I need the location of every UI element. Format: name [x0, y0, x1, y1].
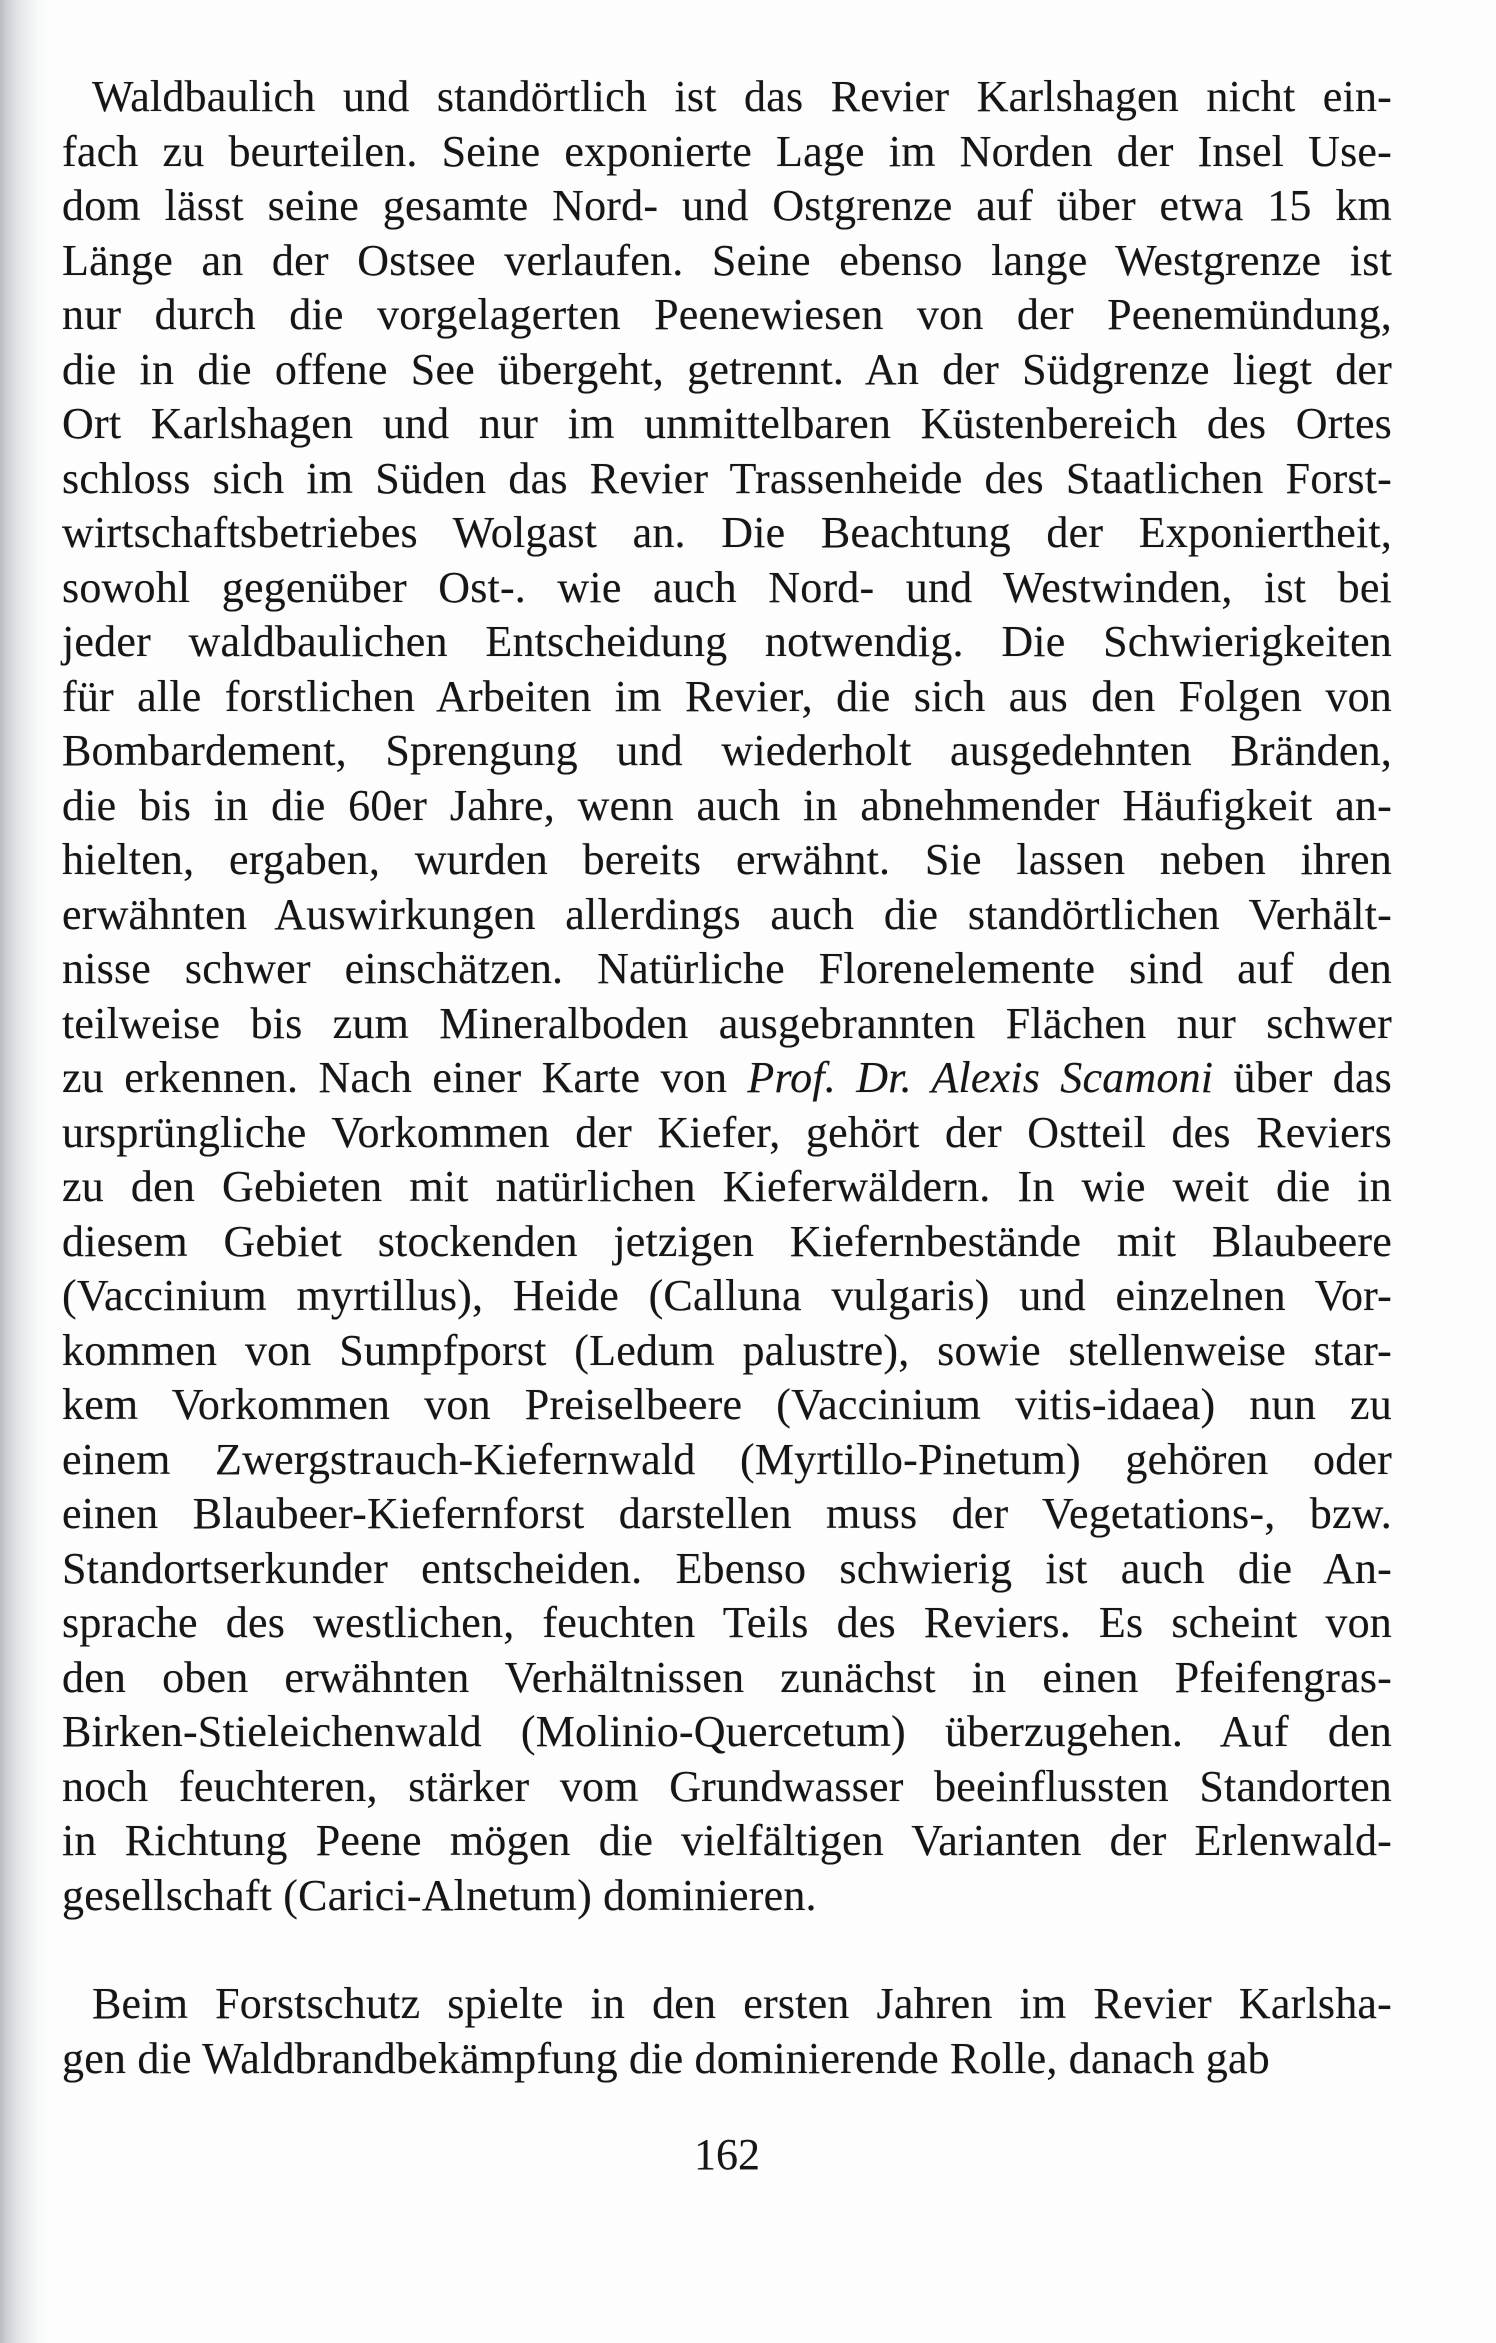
text-line: zu erkennen. Nach einer Karte von Prof. Dr. Alexis Scamoni über das	[62, 1053, 1393, 1102]
text-line: jeder waldbaulichen Entscheidung notwendig. Die Schwierigkeiten	[62, 617, 1392, 666]
text-line: sowohl gegenüber Ost-. wie auch Nord- und Westwinden, ist bei	[62, 562, 1392, 612]
text-line: Ort Karlshagen und nur im unmittelbaren Küstenbereich des Ortes	[62, 399, 1392, 448]
text-line: Beim Forstschutz spielte in den ersten Jahren im Revier Karlsha-	[92, 1979, 1392, 2028]
paragraph	[62, 1977, 1392, 2086]
text-line: erwähnten Auswirkungen allerdings auch die standörtlichen Verhält-	[62, 889, 1392, 939]
text-line: einem Zwergstrauch-Kiefernwald (Myrtillo-Pinetum) gehören oder	[62, 1434, 1392, 1484]
text-line: ursprüngliche Vorkommen der Kiefer, gehört der Ostteil des Reviers	[62, 1107, 1392, 1157]
page-gutter-shadow	[0, 0, 52, 2343]
text-line: einen Blaubeer-Kiefernforst darstellen muss der Vegetations-, bzw.	[62, 1489, 1392, 1538]
text-line: sprache des westlichen, feuchten Teils des Reviers. Es scheint von	[62, 1598, 1392, 1647]
text-line: (Vaccinium myrtillus), Heide (Calluna vulgaris) und einzelnen Vor-	[62, 1271, 1392, 1320]
text-line: noch feuchteren, stärker vom Grundwasser beeinflussten Standorten	[62, 1761, 1392, 1811]
text-line: nur durch die vorgelagerten Peenewiesen von der Peenemündung,	[62, 290, 1392, 339]
text-line: teilweise bis zum Mineralboden ausgebrannten Flächen nur schwer	[62, 998, 1392, 1048]
text-line: Standortserkunder entscheiden. Ebenso schwierig ist auch die An-	[62, 1543, 1392, 1593]
text-line: die in die offene See übergeht, getrennt. An der Südgrenze liegt der	[62, 344, 1392, 394]
text-line: Länge an der Ostsee verlaufen. Seine ebenso lange Westgrenze ist	[62, 235, 1392, 285]
text-line: fach zu beurteilen. Seine exponierte Lage im Norden der Insel Use-	[62, 126, 1392, 176]
text-line: nisse schwer einschätzen. Natürliche Florenelemente sind auf den	[62, 944, 1392, 993]
text-line: Bombardement, Sprengung und wiederholt ausgedehnten Bränden,	[62, 726, 1392, 775]
page	[62, 70, 1392, 2183]
text-line: gen die Waldbrandbekämpfung die dominierende Rolle, danach gab	[62, 2033, 1270, 2083]
text-line: Waldbaulich und standörtlich ist das Revier Karlshagen nicht ein-	[92, 72, 1392, 121]
text-line: diesem Gebiet stockenden jetzigen Kiefernbestände mit Blaubeere	[62, 1216, 1392, 1266]
text-line: kommen von Sumpfporst (Ledum palustre), sowie stellenweise star-	[62, 1325, 1392, 1375]
text-line: zu den Gebieten mit natürlichen Kieferwäldern. In wie weit die in	[62, 1162, 1392, 1211]
text-line: schloss sich im Süden das Revier Trassenheide des Staatlichen Forst-	[62, 453, 1392, 503]
text-block	[62, 70, 1392, 2086]
text-line: wirtschaftsbetriebes Wolgast an. Die Beachtung der Exponiertheit,	[62, 508, 1392, 557]
text-line: dom lässt seine gesamte Nord- und Ostgrenze auf über etwa 15 km	[62, 181, 1392, 230]
italic-text: Prof. Dr. Alexis Scamoni	[747, 1053, 1214, 1102]
paragraph	[62, 70, 1392, 1923]
text-line: in Richtung Peene mögen die vielfältigen Varianten der Erlenwald-	[62, 1816, 1392, 1865]
text-line: kem Vorkommen von Preiselbeere (Vaccinium vitis-idaea) nun zu	[62, 1380, 1392, 1429]
text-line: den oben erwähnten Verhältnissen zunächst in einen Pfeifengras-	[62, 1652, 1392, 1702]
text-line: gesellschaft (Carici-Alnetum) dominieren.	[62, 1870, 817, 1920]
text-line: für alle forstlichen Arbeiten im Revier, die sich aus den Folgen von	[62, 671, 1392, 721]
page-number: 162	[694, 2130, 760, 2179]
text-line: Birken-Stieleichenwald (Molinio-Quercetum) überzugehen. Auf den	[62, 1707, 1392, 1756]
text-line: die bis in die 60er Jahre, wenn auch in abnehmender Häufigkeit an-	[62, 780, 1392, 830]
text-line: hielten, ergaben, wurden bereits erwähnt. Sie lassen neben ihren	[62, 835, 1392, 884]
